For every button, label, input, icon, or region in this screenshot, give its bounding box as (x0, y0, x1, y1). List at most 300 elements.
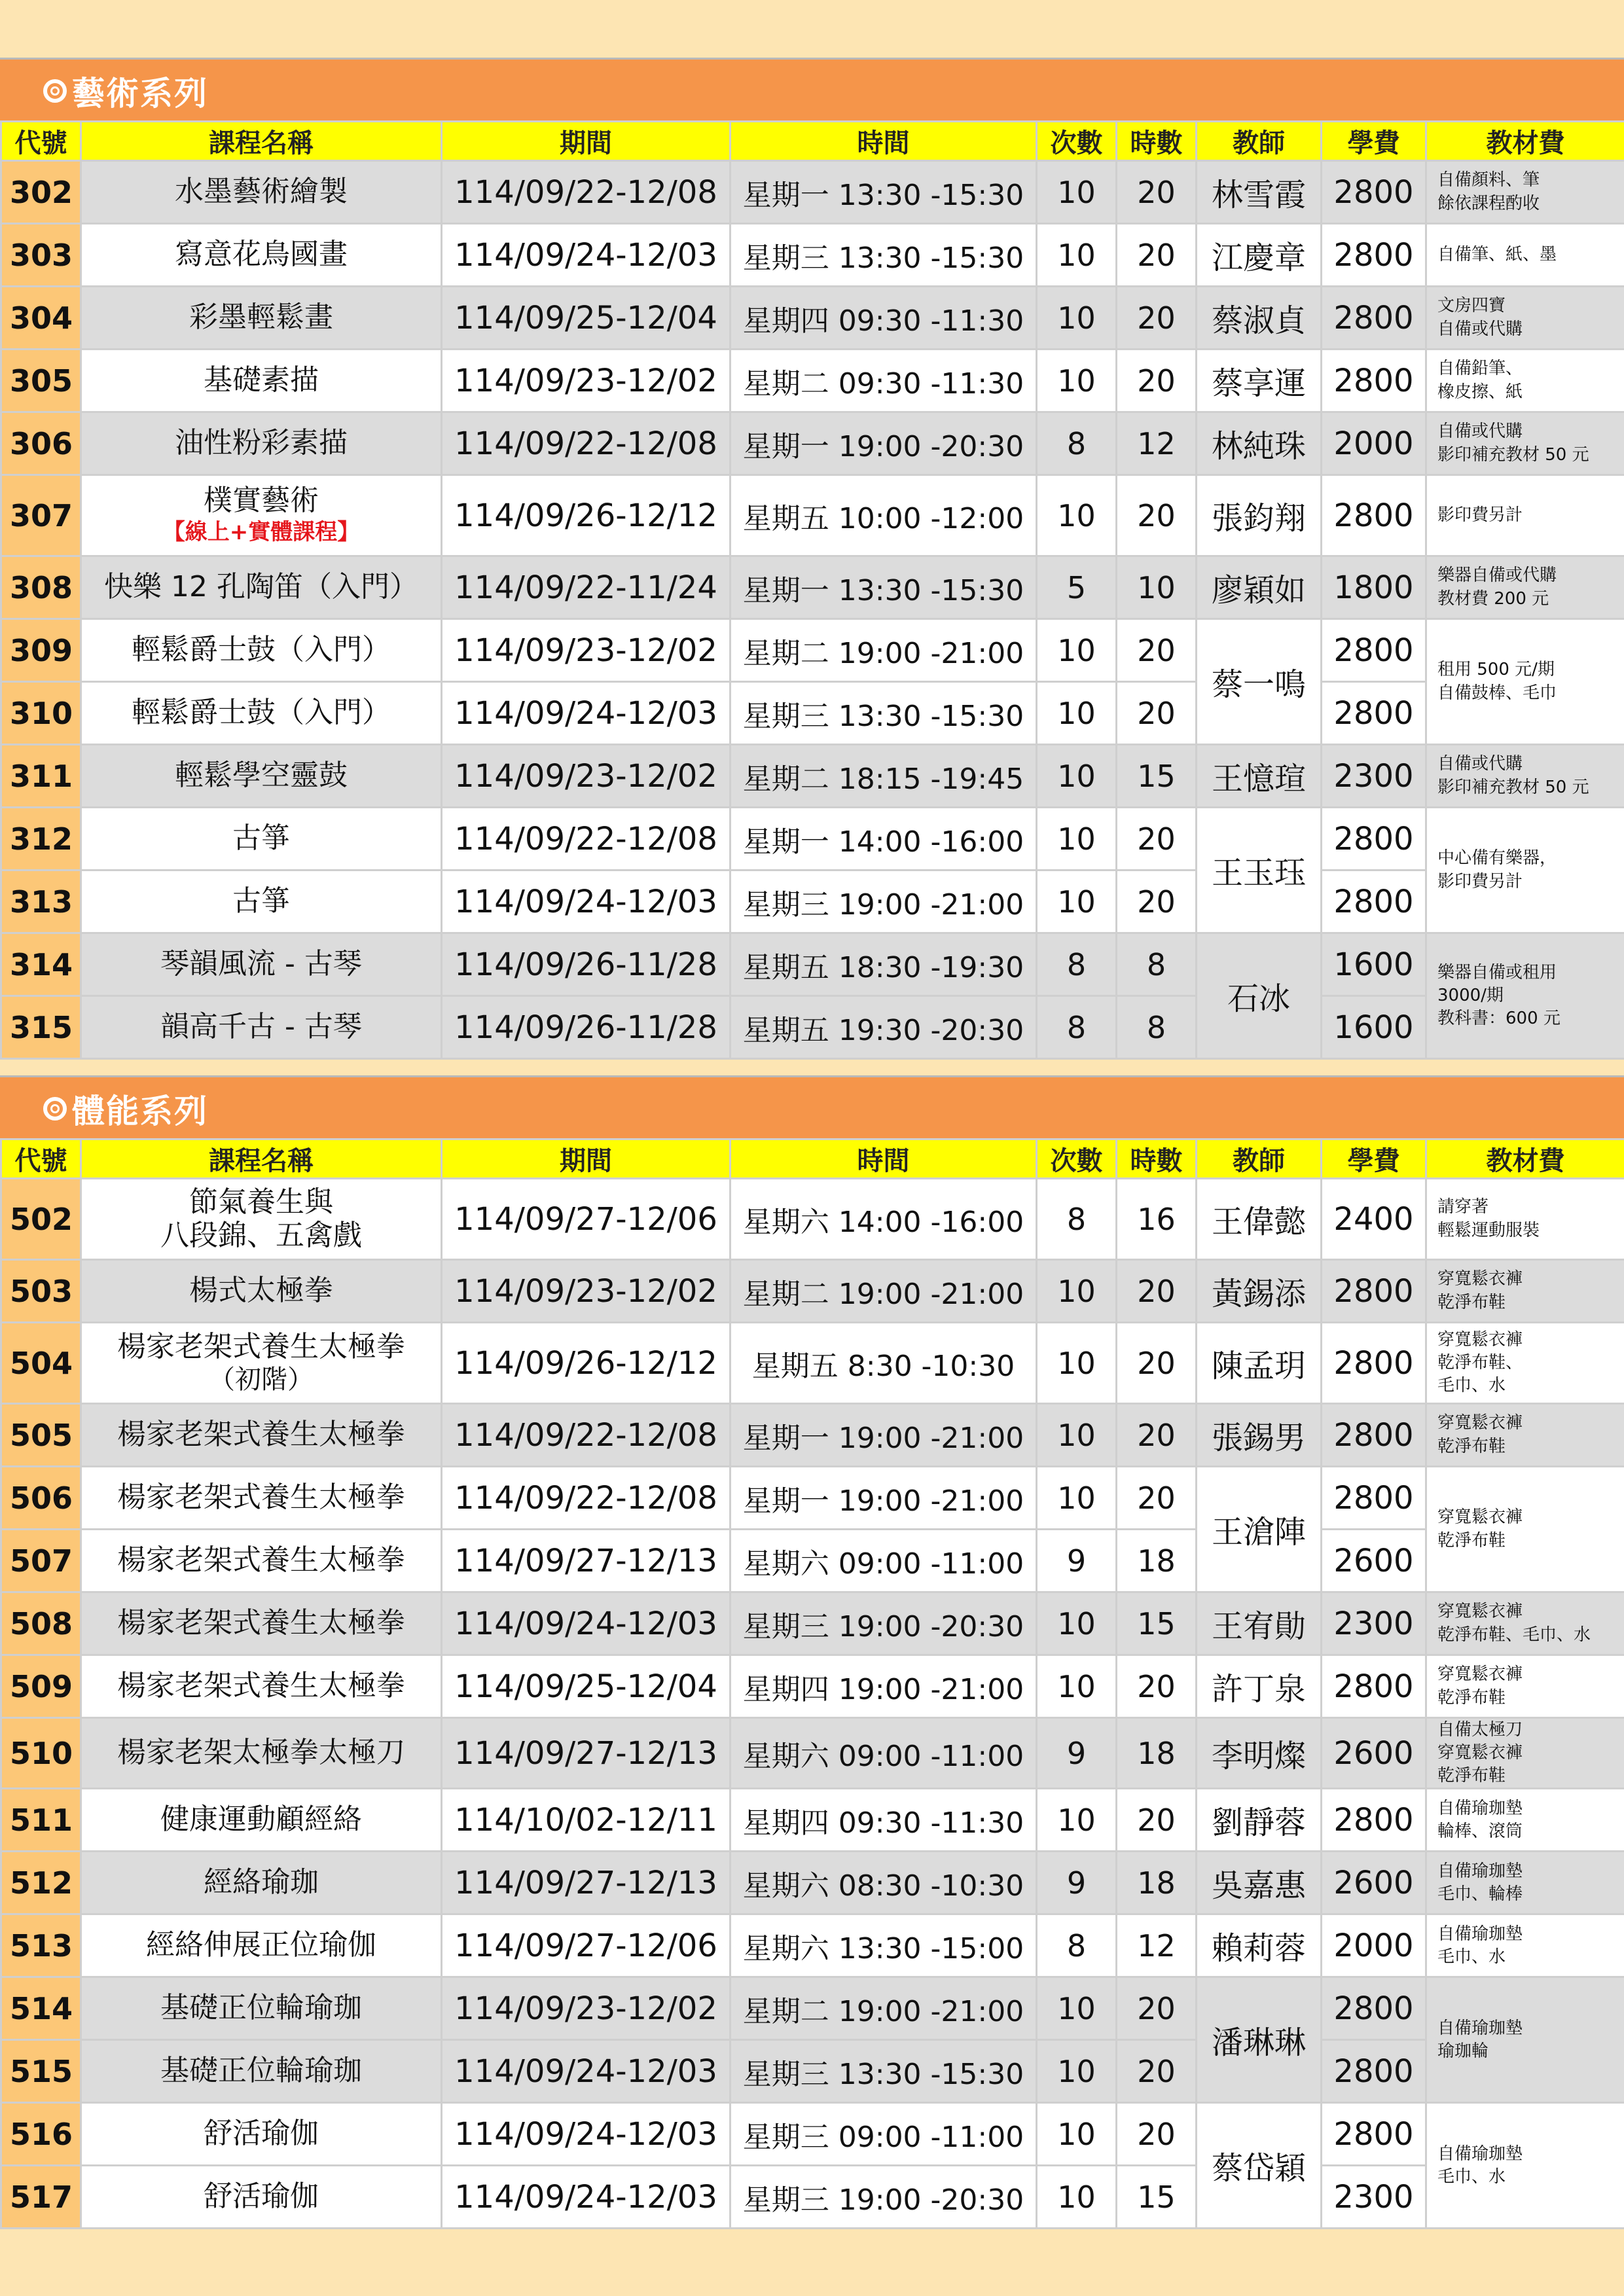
column-header: 期間 (442, 1139, 731, 1179)
course-format-note: 【線上+實體課程】 (162, 518, 360, 545)
course-time: 星期三 19:00 -20:30 (731, 1592, 1037, 1655)
session-count: 10 (1037, 161, 1117, 224)
tuition-fee: 2800 (1322, 475, 1426, 556)
course-name-line: 彩墨輕鬆畫 (189, 300, 333, 334)
tuition-fee: 2800 (1322, 682, 1426, 745)
material-fee-line: 橡皮擦、紙 (1437, 382, 1523, 402)
teacher-name: 林雪霞 (1197, 161, 1322, 224)
material-fee-line: 乾淨布鞋、毛巾、水 (1437, 1624, 1591, 1645)
teacher-name: 蔡淑貞 (1197, 287, 1322, 350)
table-row (1, 1789, 1624, 1852)
course-name-line: 基礎正位輪瑜珈 (160, 2054, 362, 2088)
hour-count: 8 (1117, 933, 1197, 996)
material-fee (1426, 287, 1624, 350)
course-time: 星期六 08:30 -10:30 (731, 1852, 1037, 1914)
material-fee-line: 自備瑜珈墊 (1437, 2144, 1523, 2164)
material-fee-line: 輪棒、滾筒 (1437, 1821, 1523, 1841)
hour-count: 20 (1117, 475, 1197, 556)
material-fee-line: 自備瑜珈墊 (1437, 1861, 1523, 1881)
course-name-line: 寫意花鳥國畫 (175, 238, 348, 272)
material-fee (1426, 619, 1624, 745)
teacher-name: 石冰 (1197, 933, 1322, 1059)
course-name-line: 輕鬆爵士鼓（入門） (132, 633, 391, 667)
course-code: 310 (1, 682, 81, 745)
tuition-fee: 2600 (1322, 1530, 1426, 1592)
course-name (81, 1323, 442, 1404)
tuition-fee: 2300 (1322, 2166, 1426, 2229)
tuition-fee: 2800 (1322, 619, 1426, 682)
course-name (81, 224, 442, 287)
course-time: 星期二 19:00 -21:00 (731, 1260, 1037, 1323)
course-period: 114/09/22-11/24 (442, 556, 731, 619)
material-fee-line: 自備顏料、筆 (1437, 170, 1540, 190)
hour-count: 20 (1117, 1977, 1197, 2040)
material-fee (1426, 1404, 1624, 1467)
session-count: 10 (1037, 1789, 1117, 1852)
column-header: 次數 (1037, 122, 1117, 161)
course-name-line: 楊家老架太極拳太極刀 (117, 1736, 405, 1770)
hour-count: 20 (1117, 1467, 1197, 1530)
table-row (1, 350, 1624, 412)
tuition-fee: 2600 (1322, 1852, 1426, 1914)
course-time: 星期五 19:30 -20:30 (731, 996, 1037, 1059)
material-fee-line: 餘依課程酌收 (1437, 193, 1540, 213)
column-header: 時數 (1117, 1139, 1197, 1179)
course-name-line: 舒活瑜伽 (204, 2117, 319, 2151)
teacher-name: 賴莉蓉 (1197, 1914, 1322, 1977)
material-fee-line: 文房四寶 (1437, 296, 1506, 316)
course-table-fitness (0, 1138, 1624, 2229)
table-row (1, 1404, 1624, 1467)
session-count: 10 (1037, 1467, 1117, 1530)
teacher-name: 吳嘉惠 (1197, 1852, 1322, 1914)
course-period: 114/09/24-12/03 (442, 2103, 731, 2166)
column-header: 期間 (442, 122, 731, 161)
tuition-fee: 2000 (1322, 1914, 1426, 1977)
course-time: 星期六 09:00 -11:00 (731, 1530, 1037, 1592)
course-name-line: 楊家老架式養生太極拳 (117, 1606, 405, 1640)
table-row (1, 619, 1624, 682)
session-count: 9 (1037, 1852, 1117, 1914)
table-row (1, 808, 1624, 870)
session-count: 10 (1037, 224, 1117, 287)
hour-count: 10 (1117, 556, 1197, 619)
course-name-line: 琴韻風流 - 古琴 (160, 947, 362, 981)
course-name (81, 745, 442, 808)
course-code: 305 (1, 350, 81, 412)
material-fee-line: 3000/期 (1437, 985, 1504, 1005)
course-name (81, 475, 442, 556)
material-fee (1426, 745, 1624, 808)
tuition-fee: 2800 (1322, 870, 1426, 933)
hour-count: 20 (1117, 1789, 1197, 1852)
material-fee-line: 穿寬鬆衣褲 (1437, 1413, 1523, 1433)
course-period: 114/09/23-12/02 (442, 1260, 731, 1323)
material-fee-line: 教材費 200 元 (1437, 588, 1549, 609)
section-header-fitness (0, 1075, 1624, 1140)
hour-count: 16 (1117, 1179, 1197, 1260)
material-fee (1426, 1592, 1624, 1655)
course-code: 510 (1, 1718, 81, 1789)
session-count: 10 (1037, 2103, 1117, 2166)
tuition-fee: 2300 (1322, 745, 1426, 808)
course-name-line: 楊家老架式養生太極拳 (117, 1330, 405, 1364)
course-code: 517 (1, 2166, 81, 2229)
hour-count: 20 (1117, 808, 1197, 870)
course-code: 511 (1, 1789, 81, 1852)
course-period: 114/09/25-12/04 (442, 1655, 731, 1718)
tuition-fee: 1600 (1322, 996, 1426, 1059)
course-code: 507 (1, 1530, 81, 1592)
session-count: 10 (1037, 682, 1117, 745)
course-name (81, 2166, 442, 2229)
teacher-name: 張錫男 (1197, 1404, 1322, 1467)
tuition-fee: 2800 (1322, 2040, 1426, 2103)
material-fee (1426, 1718, 1624, 1789)
material-fee-line: 自備瑜珈墊 (1437, 1924, 1523, 1944)
tuition-fee: 2800 (1322, 1977, 1426, 2040)
material-fee-line: 樂器自備或租用 (1437, 962, 1557, 982)
course-period: 114/09/24-12/03 (442, 682, 731, 745)
teacher-name: 蔡岱穎 (1197, 2103, 1322, 2229)
course-code: 306 (1, 412, 81, 475)
session-count: 9 (1037, 1718, 1117, 1789)
table-row (1, 224, 1624, 287)
tuition-fee: 2800 (1322, 1655, 1426, 1718)
hour-count: 20 (1117, 1260, 1197, 1323)
table-row (1, 412, 1624, 475)
session-count: 10 (1037, 1404, 1117, 1467)
material-fee-line: 穿寬鬆衣褲 (1437, 1602, 1523, 1622)
course-name-line: 韻高千古 - 古琴 (160, 1010, 362, 1044)
table-row (1, 1530, 1624, 1592)
material-fee-line: 影印費另計 (1437, 871, 1523, 891)
material-fee-line: 租用 500 元/期 (1437, 660, 1555, 680)
section-title: 體能系列 (72, 1092, 208, 1130)
course-code: 509 (1, 1655, 81, 1718)
course-period: 114/09/22-12/08 (442, 412, 731, 475)
course-name (81, 996, 442, 1059)
course-name (81, 412, 442, 475)
course-name-line: 楊式太極拳 (189, 1274, 333, 1308)
bullseye-icon (43, 79, 67, 103)
material-fee (1426, 1467, 1624, 1592)
material-fee-line: 自備或代購 (1437, 754, 1523, 774)
material-fee (1426, 1914, 1624, 1977)
material-fee-line: 乾淨布鞋 (1437, 1766, 1506, 1786)
material-fee-line: 穿寬鬆衣褲 (1437, 1329, 1523, 1350)
course-time: 星期六 09:00 -11:00 (731, 1718, 1037, 1789)
hour-count: 20 (1117, 2040, 1197, 2103)
hour-count: 15 (1117, 1592, 1197, 1655)
course-time: 星期二 19:00 -21:00 (731, 1977, 1037, 2040)
tuition-fee: 1600 (1322, 933, 1426, 996)
hour-count: 20 (1117, 1655, 1197, 1718)
course-code: 515 (1, 2040, 81, 2103)
course-code: 506 (1, 1467, 81, 1530)
course-code: 303 (1, 224, 81, 287)
material-fee-line: 影印費另計 (1437, 505, 1523, 525)
column-header: 時間 (731, 122, 1037, 161)
course-name-line: 水墨藝術繪製 (175, 175, 348, 209)
material-fee (1426, 1260, 1624, 1323)
course-time: 星期一 19:00 -20:30 (731, 412, 1037, 475)
course-name (81, 1530, 442, 1592)
material-fee-line: 請穿著 (1437, 1197, 1489, 1217)
course-code: 302 (1, 161, 81, 224)
session-count: 10 (1037, 475, 1117, 556)
teacher-name: 陳孟玥 (1197, 1323, 1322, 1404)
table-row (1, 2166, 1624, 2229)
course-period: 114/09/27-12/06 (442, 1914, 731, 1977)
material-fee (1426, 1852, 1624, 1914)
session-count: 8 (1037, 1179, 1117, 1260)
teacher-name: 王憶瑄 (1197, 745, 1322, 808)
table-row (1, 161, 1624, 224)
course-period: 114/09/23-12/02 (442, 1977, 731, 2040)
course-name-line: 油性粉彩素描 (175, 426, 348, 460)
material-fee-line: 毛巾、水 (1437, 1946, 1506, 1967)
course-level-note: （初階） (209, 1364, 314, 1395)
course-time: 星期二 09:30 -11:30 (731, 350, 1037, 412)
course-time: 星期一 19:00 -21:00 (731, 1467, 1037, 1530)
course-code: 504 (1, 1323, 81, 1404)
material-fee (1426, 475, 1624, 556)
material-fee-line: 穿寬鬆衣褲 (1437, 1664, 1523, 1685)
session-count: 5 (1037, 556, 1117, 619)
course-code: 505 (1, 1404, 81, 1467)
teacher-name: 廖穎如 (1197, 556, 1322, 619)
course-code: 307 (1, 475, 81, 556)
column-header: 課程名稱 (81, 122, 442, 161)
course-code: 314 (1, 933, 81, 996)
course-name-line: 節氣養生與 (189, 1185, 333, 1219)
course-name-line: 楊家老架式養生太極拳 (117, 1543, 405, 1577)
course-name-line: 經絡瑜珈 (204, 1865, 319, 1899)
course-name (81, 2040, 442, 2103)
material-fee-line: 自備筆、紙、墨 (1437, 244, 1557, 264)
material-fee (1426, 1977, 1624, 2103)
course-period: 114/09/27-12/13 (442, 1718, 731, 1789)
tuition-fee: 2800 (1322, 2103, 1426, 2166)
table-row (1, 1852, 1624, 1914)
teacher-name: 張鈞翔 (1197, 475, 1322, 556)
tuition-fee: 2800 (1322, 287, 1426, 350)
table-row (1, 1914, 1624, 1977)
course-name-line: 基礎正位輪瑜珈 (160, 1991, 362, 2025)
session-count: 10 (1037, 745, 1117, 808)
course-name-line: 基礎素描 (204, 363, 319, 397)
teacher-name: 林純珠 (1197, 412, 1322, 475)
table-row (1, 1592, 1624, 1655)
session-count: 10 (1037, 287, 1117, 350)
course-name-line: 輕鬆爵士鼓（入門） (132, 696, 391, 730)
course-name (81, 556, 442, 619)
session-count: 8 (1037, 933, 1117, 996)
hour-count: 12 (1117, 1914, 1197, 1977)
course-time: 星期三 09:00 -11:00 (731, 2103, 1037, 2166)
material-fee-line: 乾淨布鞋 (1437, 1292, 1506, 1312)
course-time: 星期二 18:15 -19:45 (731, 745, 1037, 808)
hour-count: 18 (1117, 1852, 1197, 1914)
hour-count: 20 (1117, 161, 1197, 224)
teacher-name: 潘琳琳 (1197, 1977, 1322, 2103)
session-count: 10 (1037, 808, 1117, 870)
course-name (81, 619, 442, 682)
teacher-name: 江慶章 (1197, 224, 1322, 287)
course-name (81, 1467, 442, 1530)
course-code: 516 (1, 2103, 81, 2166)
course-name-line: 楊家老架式養生太極拳 (117, 1418, 405, 1452)
course-time: 星期一 14:00 -16:00 (731, 808, 1037, 870)
teacher-name: 王滄陣 (1197, 1467, 1322, 1592)
tuition-fee: 2800 (1322, 1789, 1426, 1852)
session-count: 10 (1037, 870, 1117, 933)
course-time: 星期三 13:30 -15:30 (731, 224, 1037, 287)
hour-count: 20 (1117, 682, 1197, 745)
table-row (1, 996, 1624, 1059)
session-count: 10 (1037, 2166, 1117, 2229)
section-title: 藝術系列 (72, 75, 208, 113)
course-time: 星期六 14:00 -16:00 (731, 1179, 1037, 1260)
session-count: 9 (1037, 1530, 1117, 1592)
table-row (1, 1260, 1624, 1323)
course-period: 114/09/24-12/03 (442, 1592, 731, 1655)
course-name (81, 1592, 442, 1655)
tuition-fee: 2800 (1322, 224, 1426, 287)
course-time: 星期四 19:00 -21:00 (731, 1655, 1037, 1718)
course-name (81, 808, 442, 870)
hour-count: 20 (1117, 350, 1197, 412)
course-time: 星期五 18:30 -19:30 (731, 933, 1037, 996)
teacher-name: 王偉懿 (1197, 1179, 1322, 1260)
table-row (1, 870, 1624, 933)
material-fee-line: 自備鼓棒、毛巾 (1437, 683, 1557, 703)
session-count: 8 (1037, 412, 1117, 475)
session-count: 8 (1037, 1914, 1117, 1977)
hour-count: 8 (1117, 996, 1197, 1059)
column-header: 教材費 (1426, 122, 1624, 161)
material-fee-line: 乾淨布鞋 (1437, 1530, 1506, 1551)
column-header: 代號 (1, 122, 81, 161)
tuition-fee: 2600 (1322, 1718, 1426, 1789)
course-period: 114/09/26-11/28 (442, 933, 731, 996)
course-code: 514 (1, 1977, 81, 2040)
tuition-fee: 2800 (1322, 1467, 1426, 1530)
material-fee-line: 教科書：600 元 (1437, 1009, 1561, 1029)
table-row (1, 1467, 1624, 1530)
course-code: 311 (1, 745, 81, 808)
material-fee-line: 乾淨布鞋 (1437, 1687, 1506, 1708)
course-code: 508 (1, 1592, 81, 1655)
tuition-fee: 2800 (1322, 161, 1426, 224)
course-code: 313 (1, 870, 81, 933)
material-fee-line: 自備太極刀 (1437, 1720, 1523, 1740)
teacher-name: 許丁泉 (1197, 1655, 1322, 1718)
material-fee-line: 乾淨布鞋、 (1437, 1352, 1523, 1372)
course-time: 星期三 13:30 -15:30 (731, 682, 1037, 745)
course-name (81, 682, 442, 745)
table-row (1, 745, 1624, 808)
course-time: 星期一 19:00 -21:00 (731, 1404, 1037, 1467)
hour-count: 20 (1117, 287, 1197, 350)
material-fee-line: 樂器自備或代購 (1437, 565, 1557, 586)
material-fee-line: 影印補充教材 50 元 (1437, 444, 1589, 465)
material-fee-line: 毛巾、輪棒 (1437, 1884, 1523, 1904)
column-header: 學費 (1322, 1139, 1426, 1179)
table-row (1, 287, 1624, 350)
table-row (1, 1179, 1624, 1260)
material-fee-line: 影印補充教材 50 元 (1437, 777, 1589, 797)
course-name (81, 1404, 442, 1467)
course-time: 星期五 8:30 -10:30 (731, 1323, 1037, 1404)
course-period: 114/09/23-12/02 (442, 619, 731, 682)
hour-count: 15 (1117, 2166, 1197, 2229)
material-fee-line: 穿寬鬆衣褲 (1437, 1507, 1523, 1528)
course-period: 114/09/24-12/03 (442, 2166, 731, 2229)
header-row (1, 1139, 1624, 1179)
course-name-line: 快樂 12 孔陶笛（入門） (104, 570, 418, 604)
hour-count: 20 (1117, 2103, 1197, 2166)
page-footer-band (0, 2244, 1624, 2296)
course-name (81, 933, 442, 996)
session-count: 10 (1037, 1592, 1117, 1655)
session-count: 10 (1037, 2040, 1117, 2103)
course-name (81, 350, 442, 412)
material-fee-line: 瑜珈輪 (1437, 2041, 1489, 2061)
material-fee (1426, 161, 1624, 224)
material-fee (1426, 2103, 1624, 2229)
course-name-line: 健康運動顧經絡 (160, 1803, 362, 1837)
course-name-line: 舒活瑜伽 (204, 2179, 319, 2214)
material-fee-line: 自備或代購 (1437, 422, 1523, 442)
course-code: 308 (1, 556, 81, 619)
course-name (81, 1852, 442, 1914)
course-name (81, 2103, 442, 2166)
material-fee (1426, 556, 1624, 619)
course-period: 114/09/22-12/08 (442, 808, 731, 870)
course-time: 星期三 13:30 -15:30 (731, 2040, 1037, 2103)
material-fee (1426, 933, 1624, 1059)
tuition-fee: 1800 (1322, 556, 1426, 619)
table-row (1, 933, 1624, 996)
hour-count: 20 (1117, 1323, 1197, 1404)
tuition-fee: 2800 (1322, 1260, 1426, 1323)
material-fee-line: 自備鉛筆、 (1437, 359, 1523, 379)
teacher-name: 蔡一鳴 (1197, 619, 1322, 745)
teacher-name: 蔡享運 (1197, 350, 1322, 412)
material-fee-line: 穿寬鬆衣褲 (1437, 1269, 1523, 1289)
session-count: 10 (1037, 1655, 1117, 1718)
material-fee-line: 毛巾、水 (1437, 1376, 1506, 1396)
tuition-fee: 2800 (1322, 1323, 1426, 1404)
course-time: 星期三 19:00 -21:00 (731, 870, 1037, 933)
column-header: 學費 (1322, 122, 1426, 161)
hour-count: 18 (1117, 1530, 1197, 1592)
column-header: 課程名稱 (81, 1139, 442, 1179)
session-count: 10 (1037, 1977, 1117, 2040)
material-fee-line: 自備或代購 (1437, 319, 1523, 339)
hour-count: 18 (1117, 1718, 1197, 1789)
teacher-name: 李明燦 (1197, 1718, 1322, 1789)
course-time: 星期五 10:00 -12:00 (731, 475, 1037, 556)
table-row (1, 2040, 1624, 2103)
table-row (1, 2103, 1624, 2166)
material-fee-line: 中心備有樂器， (1437, 848, 1557, 869)
course-name (81, 1655, 442, 1718)
tuition-fee: 2400 (1322, 1179, 1426, 1260)
course-time: 星期三 19:00 -20:30 (731, 2166, 1037, 2229)
